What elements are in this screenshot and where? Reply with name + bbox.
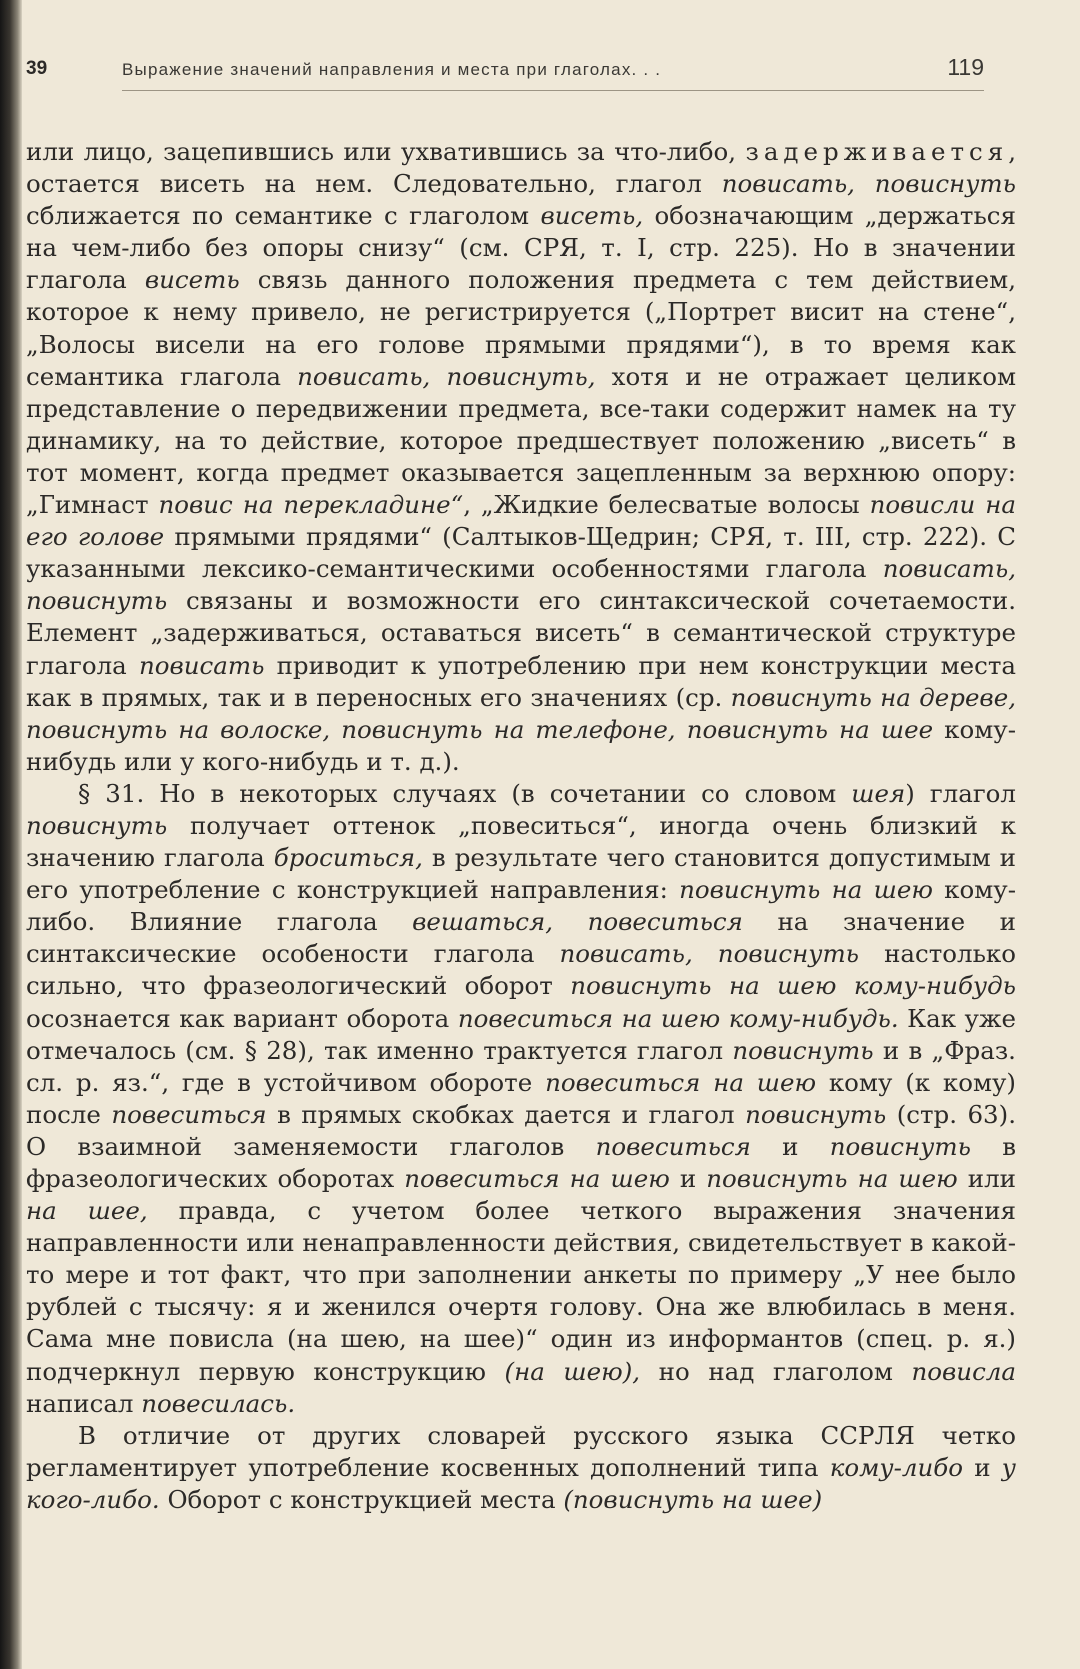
text-run: прямыми прядями“ (Салтыков-Щедрин; СРЯ, т. III, стр. 222). С указанными лексико-семантическими особенностями глагола	[26, 522, 1016, 584]
italic-run: висеть,	[540, 201, 644, 231]
italic-run: повеситься на шею	[404, 1164, 670, 1193]
text-run: § 31. Но в некоторых случаях (в сочетании со словом	[78, 778, 852, 808]
text-run: связь данного положения предмета с тем действием, которое к нему привело, не регистрируется („Портрет висит на стене“, „Волосы висели на его голове прямыми прядями“), в то время как семантика глагола	[26, 265, 1016, 391]
text-run: , „Жидкие белесватые волосы	[463, 490, 870, 520]
italic-run: (на шею),	[504, 1356, 641, 1386]
text-run: сближается по семантике с глаголом	[26, 201, 541, 231]
book-page	[26, 50, 1022, 1640]
text-run: кому-нибудь или у кого-нибудь и т. д.).	[26, 714, 1016, 776]
text-run: и в „Фраз. сл. р. яз.“, где в устойчивом обороте	[26, 1035, 1016, 1097]
italic-run: повиснуть на шею	[679, 875, 933, 905]
paragraph-section-31	[26, 778, 1016, 1420]
text-run: и	[962, 1452, 1002, 1482]
italic-run: повисать, повиснуть	[721, 169, 1016, 199]
page-number: 119	[947, 54, 984, 80]
italic-run: шея	[851, 778, 906, 808]
text-run: ) глагол	[905, 778, 1016, 808]
text-run: в фразеологических оборотах	[26, 1131, 1016, 1193]
italic-run: повеситься	[595, 1131, 751, 1161]
italic-run: повеситься	[111, 1099, 267, 1129]
text-run: осознается как вариант оборота	[26, 1003, 458, 1033]
italic-run: повеситься на шею кому-нибудь.	[457, 1003, 899, 1033]
paragraph-continuation	[26, 136, 1016, 778]
italic-run: повиснуть на шею	[706, 1164, 958, 1193]
italic-run: повисать, повиснуть,	[297, 361, 596, 391]
italic-run: вешаться, повеситься	[412, 907, 743, 937]
italic-run: повисать, повиснуть	[559, 939, 860, 969]
text-run: кому (к кому) после	[26, 1067, 1016, 1129]
italic-run: на шее,	[26, 1196, 148, 1226]
text-run: в прямых скобках дается и глагол	[266, 1099, 746, 1129]
text-run: в результате чего становится допустимым и его употребление с конструкцией направления:	[26, 843, 1016, 905]
italic-run: висеть	[144, 265, 240, 295]
text-run: написал	[26, 1388, 142, 1418]
text-run: связаны и возможности его синтаксической сочетаемости. Елемент „задерживаться, оставаться висеть“ в семантической структуре глагола	[26, 586, 1016, 680]
section-number: 39	[26, 58, 48, 79]
text-run: или лицо, зацепившись или ухватившись за что-либо,	[26, 137, 746, 166]
italic-run: повисла	[911, 1356, 1017, 1386]
text-run: Как уже отмечалось (см. § 28), так именно трактуется глагол	[26, 1003, 1016, 1065]
italic-run: у кого-либо.	[26, 1452, 1016, 1514]
body-text	[26, 136, 1016, 1516]
italic-run: повиснуть на дереве, повиснуть на волоске, повиснуть на телефоне, повиснуть на шее	[26, 682, 1016, 744]
italic-run: (повиснуть на шее)	[563, 1484, 823, 1514]
page-header	[26, 50, 1022, 90]
italic-run: повиснуть	[26, 810, 168, 840]
text-run: (стр. 63). О взаимной заменяемости глаголов	[26, 1099, 1016, 1161]
italic-run: повиснуть	[829, 1131, 971, 1161]
italic-run: броситься,	[273, 843, 423, 873]
text-run: на значение и синтаксические особености глагола	[26, 907, 1016, 969]
italic-run: повисли на его голове	[26, 490, 1016, 552]
text-run: и	[750, 1131, 830, 1161]
text-run: приводит к употреблению при нем конструкции места как в прямых, так и в переносных его значениях (ср.	[26, 650, 1017, 712]
paragraph-ssrlya	[26, 1420, 1016, 1516]
text-run: Оборот с конструкцией места	[159, 1484, 564, 1514]
text-run: или	[957, 1164, 1016, 1193]
book-binding-edge	[0, 0, 22, 1669]
text-run: В отличие от других словарей русского языка ССРЛЯ четко регламентирует употребление косвенных дополнений типа	[26, 1420, 1016, 1482]
text-run: правда, с учетом более четкого выражения значения направленности или ненаправленности действия, свидетельствует в какой-то мере и тот факт, что при заполнении анкеты по примеру „У нее было рублей с тысячу: я и женился очертя голову. Она же влюбилась в меня. Сама мне повисла (на шею, на шее)“ один из информантов (спец. р. я.) подчеркнул первую конструкцию	[26, 1196, 1016, 1386]
italic-run: повис на перекладине“	[158, 490, 464, 520]
text-run: получает оттенок „повеситься“, иногда очень близкий к значению глагола	[26, 810, 1016, 873]
text-run: обозначающим „держаться на чем-либо без опоры снизу“ (см. СРЯ, т. I, стр. 225). Но в значении глагола	[26, 201, 1016, 295]
italic-run: повиснуть	[732, 1035, 874, 1065]
text-run: но над глаголом	[640, 1356, 912, 1386]
text-run: , остается висеть на нем. Следовательно, глагол	[26, 137, 1016, 199]
italic-run: повисать, повиснуть	[26, 554, 1016, 616]
text-run: кому-либо. Влияние глагола	[26, 875, 1016, 937]
header-rule	[122, 90, 984, 91]
spaced-run: задерживается	[745, 137, 1009, 166]
running-title: Выражение значений направления и места при глаголах. . .	[122, 60, 662, 79]
italic-run: повесилась.	[141, 1388, 296, 1418]
italic-run: кому-либо	[829, 1452, 963, 1482]
italic-run: повиснуть на шею кому-нибудь	[570, 971, 1016, 1001]
text-run: настолько сильно, что фразеологический оборот	[26, 939, 1016, 1001]
italic-run: повиснуть	[745, 1099, 887, 1129]
italic-run: повисать	[138, 650, 265, 680]
text-run: и	[669, 1164, 707, 1193]
italic-run: повеситься на шею	[545, 1067, 817, 1097]
text-run: хотя и не отражает целиком представление о передвижении предмета, все-таки содержит намек на ту динамику, на то действие, которое предшествует положению „висеть“ в тот момент, когда предмет оказывается зацепленным за верхнюю опору: „Гимнаст	[26, 361, 1017, 520]
